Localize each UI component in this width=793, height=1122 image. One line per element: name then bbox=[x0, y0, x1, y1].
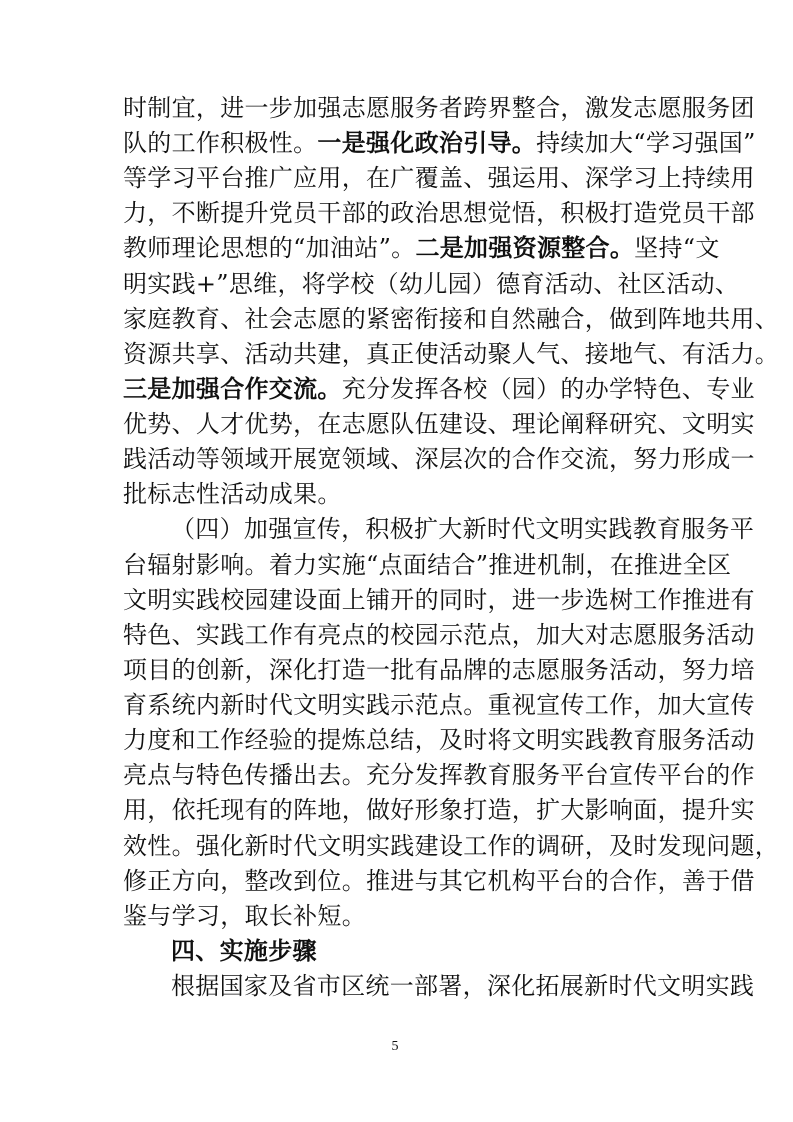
text-run: 家庭教育、社会志愿的紧密衔接和自然融合，做到阵地共用、 bbox=[123, 304, 780, 333]
text-run: 优势、人才优势，在志愿队伍建设、理论阐释研究、文明实 bbox=[123, 410, 755, 439]
text-run: 力度和工作经验的提炼总结，及时将文明实践教育服务活动 bbox=[123, 726, 755, 755]
page-number: 5 bbox=[391, 1039, 399, 1054]
text-run: 充分发挥各校（园）的办学特色、专业 bbox=[341, 374, 755, 403]
text-run: 教师理论思想的“加油站”。 bbox=[123, 234, 416, 263]
text-run: 践活动等领域开展宽领域、深层次的合作交流，努力形成一 bbox=[123, 445, 755, 474]
text-run: 效性。强化新时代文明实践建设工作的调研，及时发现问题， bbox=[123, 831, 780, 860]
text-run: 项目的创新，深化打造一批有品牌的志愿服务活动，努力培 bbox=[123, 655, 755, 684]
text-run: 文明实践校园建设面上铺开的同时，进一步选树工作推进有 bbox=[123, 585, 755, 614]
text-run: 持续加大“学习强国” bbox=[536, 129, 756, 158]
bold-phrase: 一是强化政治引导。 bbox=[317, 128, 537, 158]
text-run: 着力实施“点面结合”推进机制，在推进全区 bbox=[268, 550, 732, 579]
text-run: 根据国家及省市区统一部署，深化拓展新时代文明实践 bbox=[171, 972, 755, 1000]
text-run: 鉴与学习，取长补短。 bbox=[123, 901, 366, 930]
text-run: 亮点与特色传播出去。充分发挥教育服务平台宣传平台的作 bbox=[123, 761, 755, 790]
text-run: 修正方向，整改到位。推进与其它机构平台的合作，善于借 bbox=[123, 866, 755, 895]
text-run: 台辐射影响。 bbox=[123, 550, 269, 579]
text-line bbox=[171, 965, 755, 1007]
bold-phrase: 二是加强资源整合。 bbox=[415, 233, 635, 263]
text-run: 特色、实践工作有亮点的校园示范点，加大对志愿服务活动 bbox=[123, 620, 755, 649]
text-run: 育系统内新时代文明实践示范点。重视宣传工作，加大宣传 bbox=[123, 691, 755, 720]
text-run: 资源共享、活动共建，真正使活动聚人气、接地气、有活力。 bbox=[123, 339, 780, 368]
text-run: （四）加强宣传，积极扩大新时代文明实践教育服务平 bbox=[171, 515, 755, 544]
text-run: 力，不断提升党员干部的政治思想觉悟，积极打造党员干部 bbox=[123, 199, 755, 228]
bold-phrase: 三是加强合作交流。 bbox=[123, 373, 342, 403]
text-run: 用，依托现有的阵地，做好形象打造，扩大影响面，提升实 bbox=[123, 796, 755, 825]
text-run: 队的工作积极性。 bbox=[123, 129, 318, 158]
text-run: 明实践+”思维，将学校（幼儿园）德育活动、社区活动、 bbox=[123, 269, 740, 298]
bold-phrase: 四、实施步骤 bbox=[171, 935, 317, 965]
text-run: 等学习平台推广应用，在广覆盖、强运用、深学习上持续用 bbox=[123, 164, 755, 193]
text-run: 批标志性活动成果。 bbox=[123, 480, 342, 509]
text-run: 时制宜，进一步加强志愿服务者跨界整合，激发志愿服务团 bbox=[123, 94, 755, 122]
text-run: 坚持“文 bbox=[634, 234, 720, 263]
